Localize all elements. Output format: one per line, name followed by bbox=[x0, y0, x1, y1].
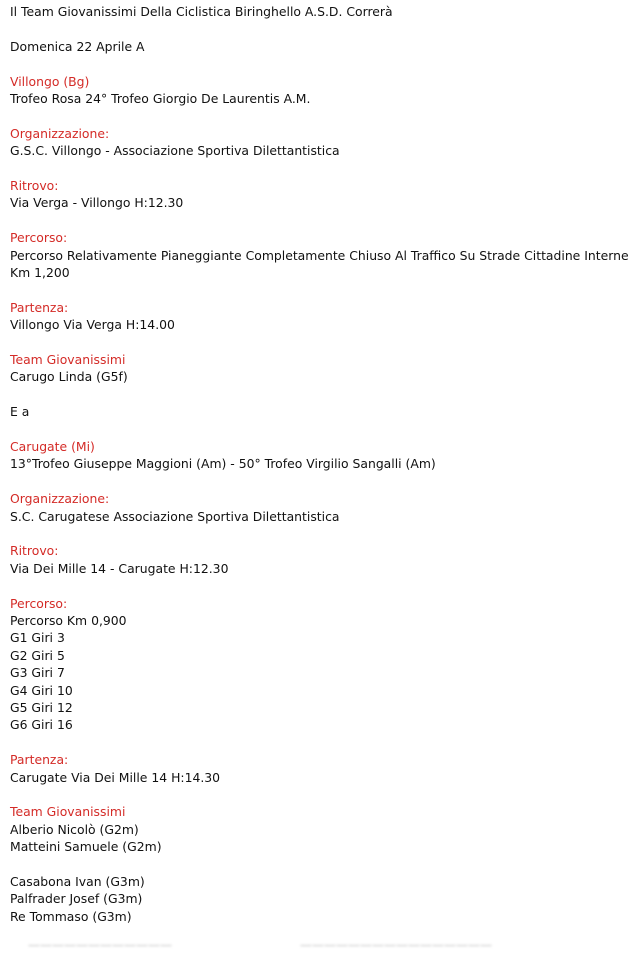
spacer bbox=[10, 473, 630, 490]
event1-trophy: Trofeo Rosa 24° Trofeo Giorgio De Laurentis A.M. bbox=[10, 91, 311, 106]
event2-team-member: Casabona Ivan (G3m) bbox=[10, 874, 145, 890]
event1-percorso-label: Percorso: bbox=[10, 230, 68, 246]
event1-percorso-line: Km 1,200 bbox=[10, 265, 70, 281]
event2-percorso-line: G4 Giri 10 bbox=[10, 682, 73, 698]
event2-ritrovo: Via Dei Mille 14 - Carugate H:12.30 bbox=[10, 560, 229, 576]
spacer bbox=[10, 386, 630, 403]
event1-partenza-label: Partenza: bbox=[10, 299, 69, 315]
spacer bbox=[10, 577, 630, 594]
event2-organization-label: Organizzazione: bbox=[10, 491, 110, 507]
event1-organization: G.S.C. Villongo - Associazione Sportiva Dilettantistica bbox=[10, 143, 340, 159]
spacer bbox=[10, 525, 630, 542]
document-body bbox=[10, 3, 630, 925]
event2-percorso-line: G3 Giri 7 bbox=[10, 665, 65, 681]
event1-ritrovo-label: Ritrovo: bbox=[10, 178, 59, 193]
spacer bbox=[10, 212, 630, 229]
event1-partenza: Villongo Via Verga H:14.00 bbox=[10, 317, 175, 333]
event2-percorso-line: G5 Giri 12 bbox=[10, 700, 73, 716]
blurred-footer-text: ———————————— ———————————————— bbox=[28, 938, 492, 952]
spacer bbox=[10, 786, 630, 803]
event2-percorso-line: G1 Giri 3 bbox=[10, 630, 65, 646]
spacer bbox=[10, 107, 630, 124]
spacer bbox=[10, 281, 630, 298]
spacer bbox=[10, 734, 630, 751]
event2-ritrovo-label: Ritrovo: bbox=[10, 543, 59, 559]
spacer bbox=[10, 856, 630, 873]
event-date: Domenica 22 Aprile A bbox=[10, 38, 145, 54]
spacer bbox=[10, 334, 630, 351]
event2-team-label: Team Giovanissimi bbox=[10, 804, 126, 820]
event2-team-member: Matteini Samuele (G2m) bbox=[10, 839, 162, 855]
event2-trophy: 13°Trofeo Giuseppe Maggioni (Am) - 50° Trofeo Virgilio Sangalli (Am) bbox=[10, 456, 436, 472]
event2-organization: S.C. Carugatese Associazione Sportiva Dilettantistica bbox=[10, 508, 340, 524]
spacer bbox=[10, 20, 630, 37]
event2-percorso-line: G2 Giri 5 bbox=[10, 647, 65, 663]
event1-team-member: Carugo Linda (G5f) bbox=[10, 369, 128, 385]
event2-team-member: Re Tommaso (G3m) bbox=[10, 908, 132, 924]
event2-percorso-label: Percorso: bbox=[10, 595, 68, 611]
event2-partenza-label: Partenza: bbox=[10, 752, 69, 768]
spacer bbox=[10, 160, 630, 177]
event1-percorso-line: Percorso Relativamente Pianeggiante Completamente Chiuso Al Traffico Su Strade Cittadine Interne bbox=[10, 247, 629, 263]
event1-location: Villongo (Bg) bbox=[10, 73, 90, 89]
spacer bbox=[10, 55, 630, 72]
event1-ritrovo: Via Verga - Villongo H:12.30 bbox=[10, 195, 184, 211]
event1-team-label: Team Giovanissimi bbox=[10, 352, 126, 368]
event2-team-member: Palfrader Josef (G3m) bbox=[10, 891, 143, 907]
event2-percorso-line: G6 Giri 16 bbox=[10, 717, 73, 733]
spacer bbox=[10, 421, 630, 438]
event2-partenza: Carugate Via Dei Mille 14 H:14.30 bbox=[10, 769, 221, 785]
event2-location: Carugate (Mi) bbox=[10, 439, 95, 455]
event2-percorso-line: Percorso Km 0,900 bbox=[10, 613, 127, 629]
document-title: Il Team Giovanissimi Della Ciclistica Biringhello A.S.D. Correrà bbox=[10, 4, 393, 19]
event2-team-member: Alberio Nicolò (G2m) bbox=[10, 821, 139, 837]
event1-organization-label: Organizzazione: bbox=[10, 125, 110, 141]
connector-text: E a bbox=[10, 404, 30, 420]
